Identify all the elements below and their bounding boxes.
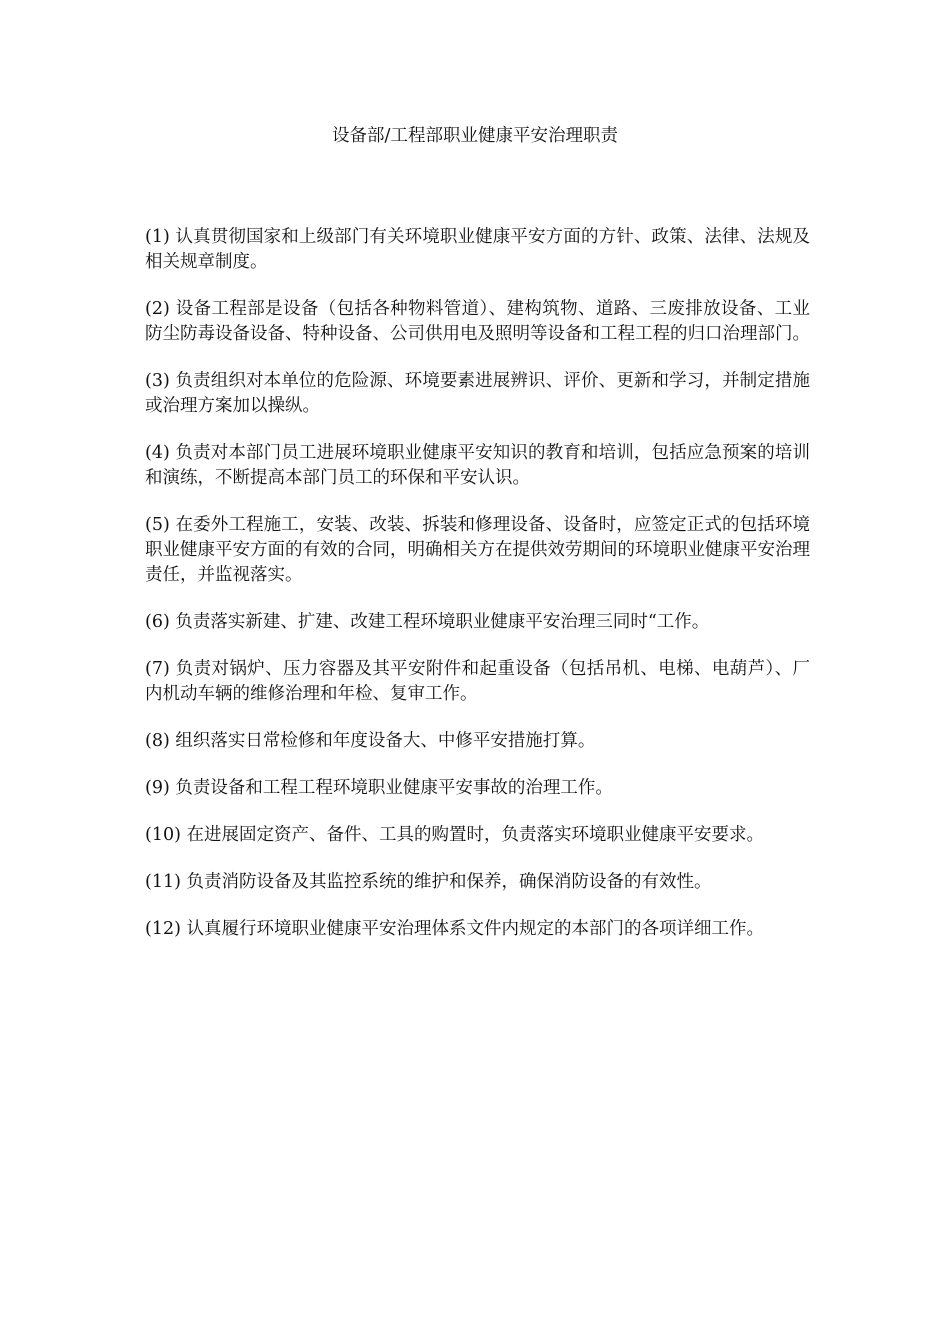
- clause-3: (3) 负责组织对本单位的危险源、环境要素进展辨识、评价、更新和学习，并制定措施或治理方案加以操纵。: [145, 371, 810, 416]
- clause-10: (10) 在进展固定资产、备件、工具的购置时，负责落实环境职业健康平安要求。: [145, 825, 764, 845]
- clause-8: (8) 组织落实日常检修和年度设备大、中修平安措施打算。: [145, 731, 596, 751]
- clause-12: (12) 认真履行环境职业健康平安治理体系文件内规定的本部门的各项详细工作。: [145, 919, 764, 939]
- clause-6: (6) 负责落实新建、扩建、改建工程环境职业健康平安治理三同时“工作。: [145, 612, 710, 632]
- clause-list: [145, 225, 810, 964]
- clause-4: (4) 负责对本部门员工进展环境职业健康平安知识的教育和培训，包括应急预案的培训和演练，不断提高本部门员工的环保和平安认识。: [145, 443, 810, 488]
- clause-5: (5) 在委外工程施工，安装、改装、拆装和修理设备、设备时，应签定正式的包括环境职业健康平安方面的有效的合同，明确相关方在提供效劳期间的环境职业健康平安治理责任，并监视落实。: [145, 515, 810, 585]
- clause-7: (7) 负责对锅炉、压力容器及其平安附件和起重设备（包括吊机、电梯、电葫芦）、厂内机动车辆的维修治理和年检、复审工作。: [145, 659, 810, 704]
- clause-2: (2) 设备工程部是设备（包括各种物料管道）、建构筑物、道路、三废排放设备、工业防尘防毒设备设备、特种设备、公司供用电及照明等设备和工程工程的归口治理部门。: [145, 299, 810, 344]
- clause-11: (11) 负责消防设备及其监控系统的维护和保养，确保消防设备的有效性。: [145, 872, 712, 892]
- document-title: 设备部/工程部职业健康平安治理职责: [332, 126, 618, 146]
- clause-1: (1) 认真贯彻国家和上级部门有关环境职业健康平安方面的方针、政策、法律、法规及相关规章制度。: [145, 227, 810, 272]
- clause-9: (9) 负责设备和工程工程环境职业健康平安事故的治理工作。: [145, 778, 613, 798]
